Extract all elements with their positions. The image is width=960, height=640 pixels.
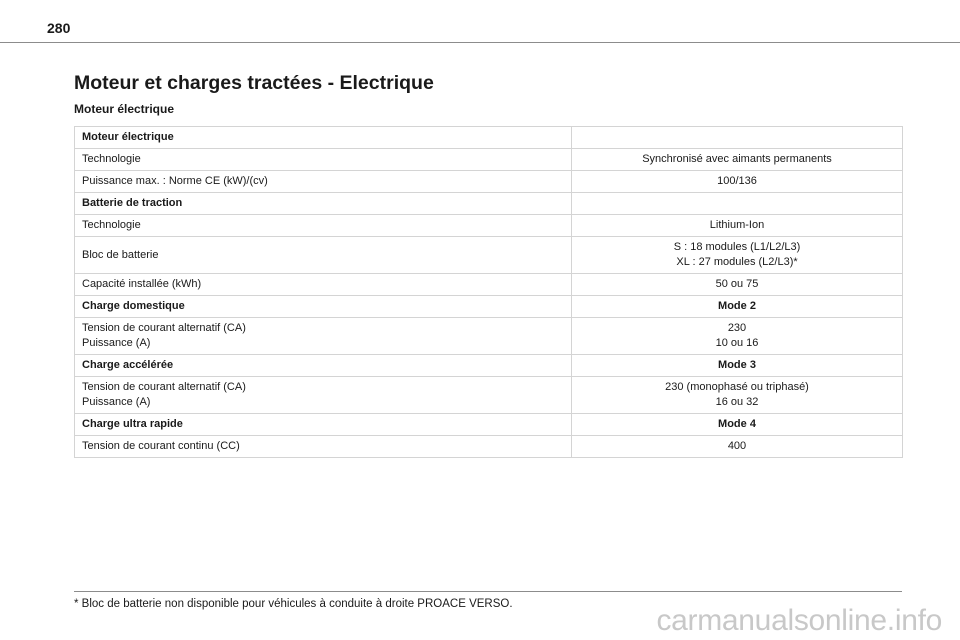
row-label xyxy=(75,127,572,149)
row-label-line: Puissance (A) xyxy=(82,396,151,408)
row-value xyxy=(572,215,903,237)
row-value xyxy=(572,377,903,414)
row-value-line: XL : 27 modules (L2/L3)* xyxy=(676,256,798,268)
row-label-line: Batterie de traction xyxy=(82,197,183,209)
row-label xyxy=(75,171,572,193)
row-label xyxy=(75,193,572,215)
row-label xyxy=(75,414,572,436)
row-label-line: Tension de courant alternatif (CA) xyxy=(82,381,246,393)
row-value-line: 16 ou 32 xyxy=(715,396,759,408)
row-label-line: Capacité installée (kWh) xyxy=(82,278,202,290)
page-title: Moteur et charges tractées - Electrique xyxy=(74,72,434,94)
row-label-line: Technologie xyxy=(82,219,141,231)
row-value-line: Synchronisé avec aimants permanents xyxy=(642,153,832,165)
table-row xyxy=(75,171,903,193)
table-row xyxy=(75,274,903,296)
row-value xyxy=(572,436,903,458)
table-row xyxy=(75,149,903,171)
row-value xyxy=(572,237,903,274)
row-value xyxy=(572,318,903,355)
row-value xyxy=(572,193,903,215)
table-section-row xyxy=(75,296,903,318)
row-label-line: Charge domestique xyxy=(82,300,185,312)
table-section-row xyxy=(75,193,903,215)
row-value-line: Lithium-Ion xyxy=(709,219,765,231)
table-section-row xyxy=(75,414,903,436)
row-label-line: Puissance (A) xyxy=(82,337,151,349)
table-section-row xyxy=(75,127,903,149)
row-value-line: 10 ou 16 xyxy=(715,337,759,349)
footnote: * Bloc de batterie non disponible pour véhicules à conduite à droite PROACE VERSO. xyxy=(74,598,513,610)
row-value xyxy=(572,296,903,318)
specifications-table-body xyxy=(75,127,903,458)
row-label-line: Tension de courant alternatif (CA) xyxy=(82,322,246,334)
row-label xyxy=(75,274,572,296)
row-value xyxy=(572,149,903,171)
table-row xyxy=(75,237,903,274)
watermark: carmanualsonline.info xyxy=(656,604,942,637)
row-label xyxy=(75,237,572,274)
row-value-line: Mode 4 xyxy=(718,418,756,430)
row-label-line: Charge ultra rapide xyxy=(82,418,183,430)
row-value-line: 400 xyxy=(727,440,747,452)
row-label xyxy=(75,436,572,458)
footnote-divider xyxy=(74,591,902,592)
row-label-line: Bloc de batterie xyxy=(82,248,159,261)
header-divider xyxy=(0,42,960,43)
section-subtitle: Moteur électrique xyxy=(74,102,175,116)
table-row xyxy=(75,215,903,237)
row-value-line: 100/136 xyxy=(717,175,757,187)
row-value-line: 50 ou 75 xyxy=(715,278,759,290)
row-label-line: Moteur électrique xyxy=(82,131,174,143)
page-number: 280 xyxy=(47,20,71,36)
table-row xyxy=(75,318,903,355)
row-value-line: Mode 2 xyxy=(718,300,756,312)
row-value xyxy=(572,274,903,296)
row-label-line: Puissance max. : Norme CE (kW)/(cv) xyxy=(82,175,268,187)
table-row xyxy=(75,377,903,414)
row-value xyxy=(572,355,903,377)
row-value-line: Mode 3 xyxy=(718,359,756,371)
row-value-line: S : 18 modules (L1/L2/L3) xyxy=(673,241,801,253)
table-section-row xyxy=(75,355,903,377)
specifications-table xyxy=(74,126,903,458)
row-label xyxy=(75,296,572,318)
row-label xyxy=(75,355,572,377)
row-label-line: Tension de courant continu (CC) xyxy=(82,440,240,452)
row-value-line: 230 xyxy=(727,322,747,334)
row-label xyxy=(75,377,572,414)
row-value xyxy=(572,414,903,436)
row-value xyxy=(572,127,903,149)
row-label-line: Technologie xyxy=(82,153,141,165)
row-value xyxy=(572,171,903,193)
table-row xyxy=(75,436,903,458)
row-label xyxy=(75,318,572,355)
row-label xyxy=(75,149,572,171)
row-label xyxy=(75,215,572,237)
row-label-line: Charge accélérée xyxy=(82,359,174,371)
row-value-line: 230 (monophasé ou triphasé) xyxy=(665,381,809,393)
